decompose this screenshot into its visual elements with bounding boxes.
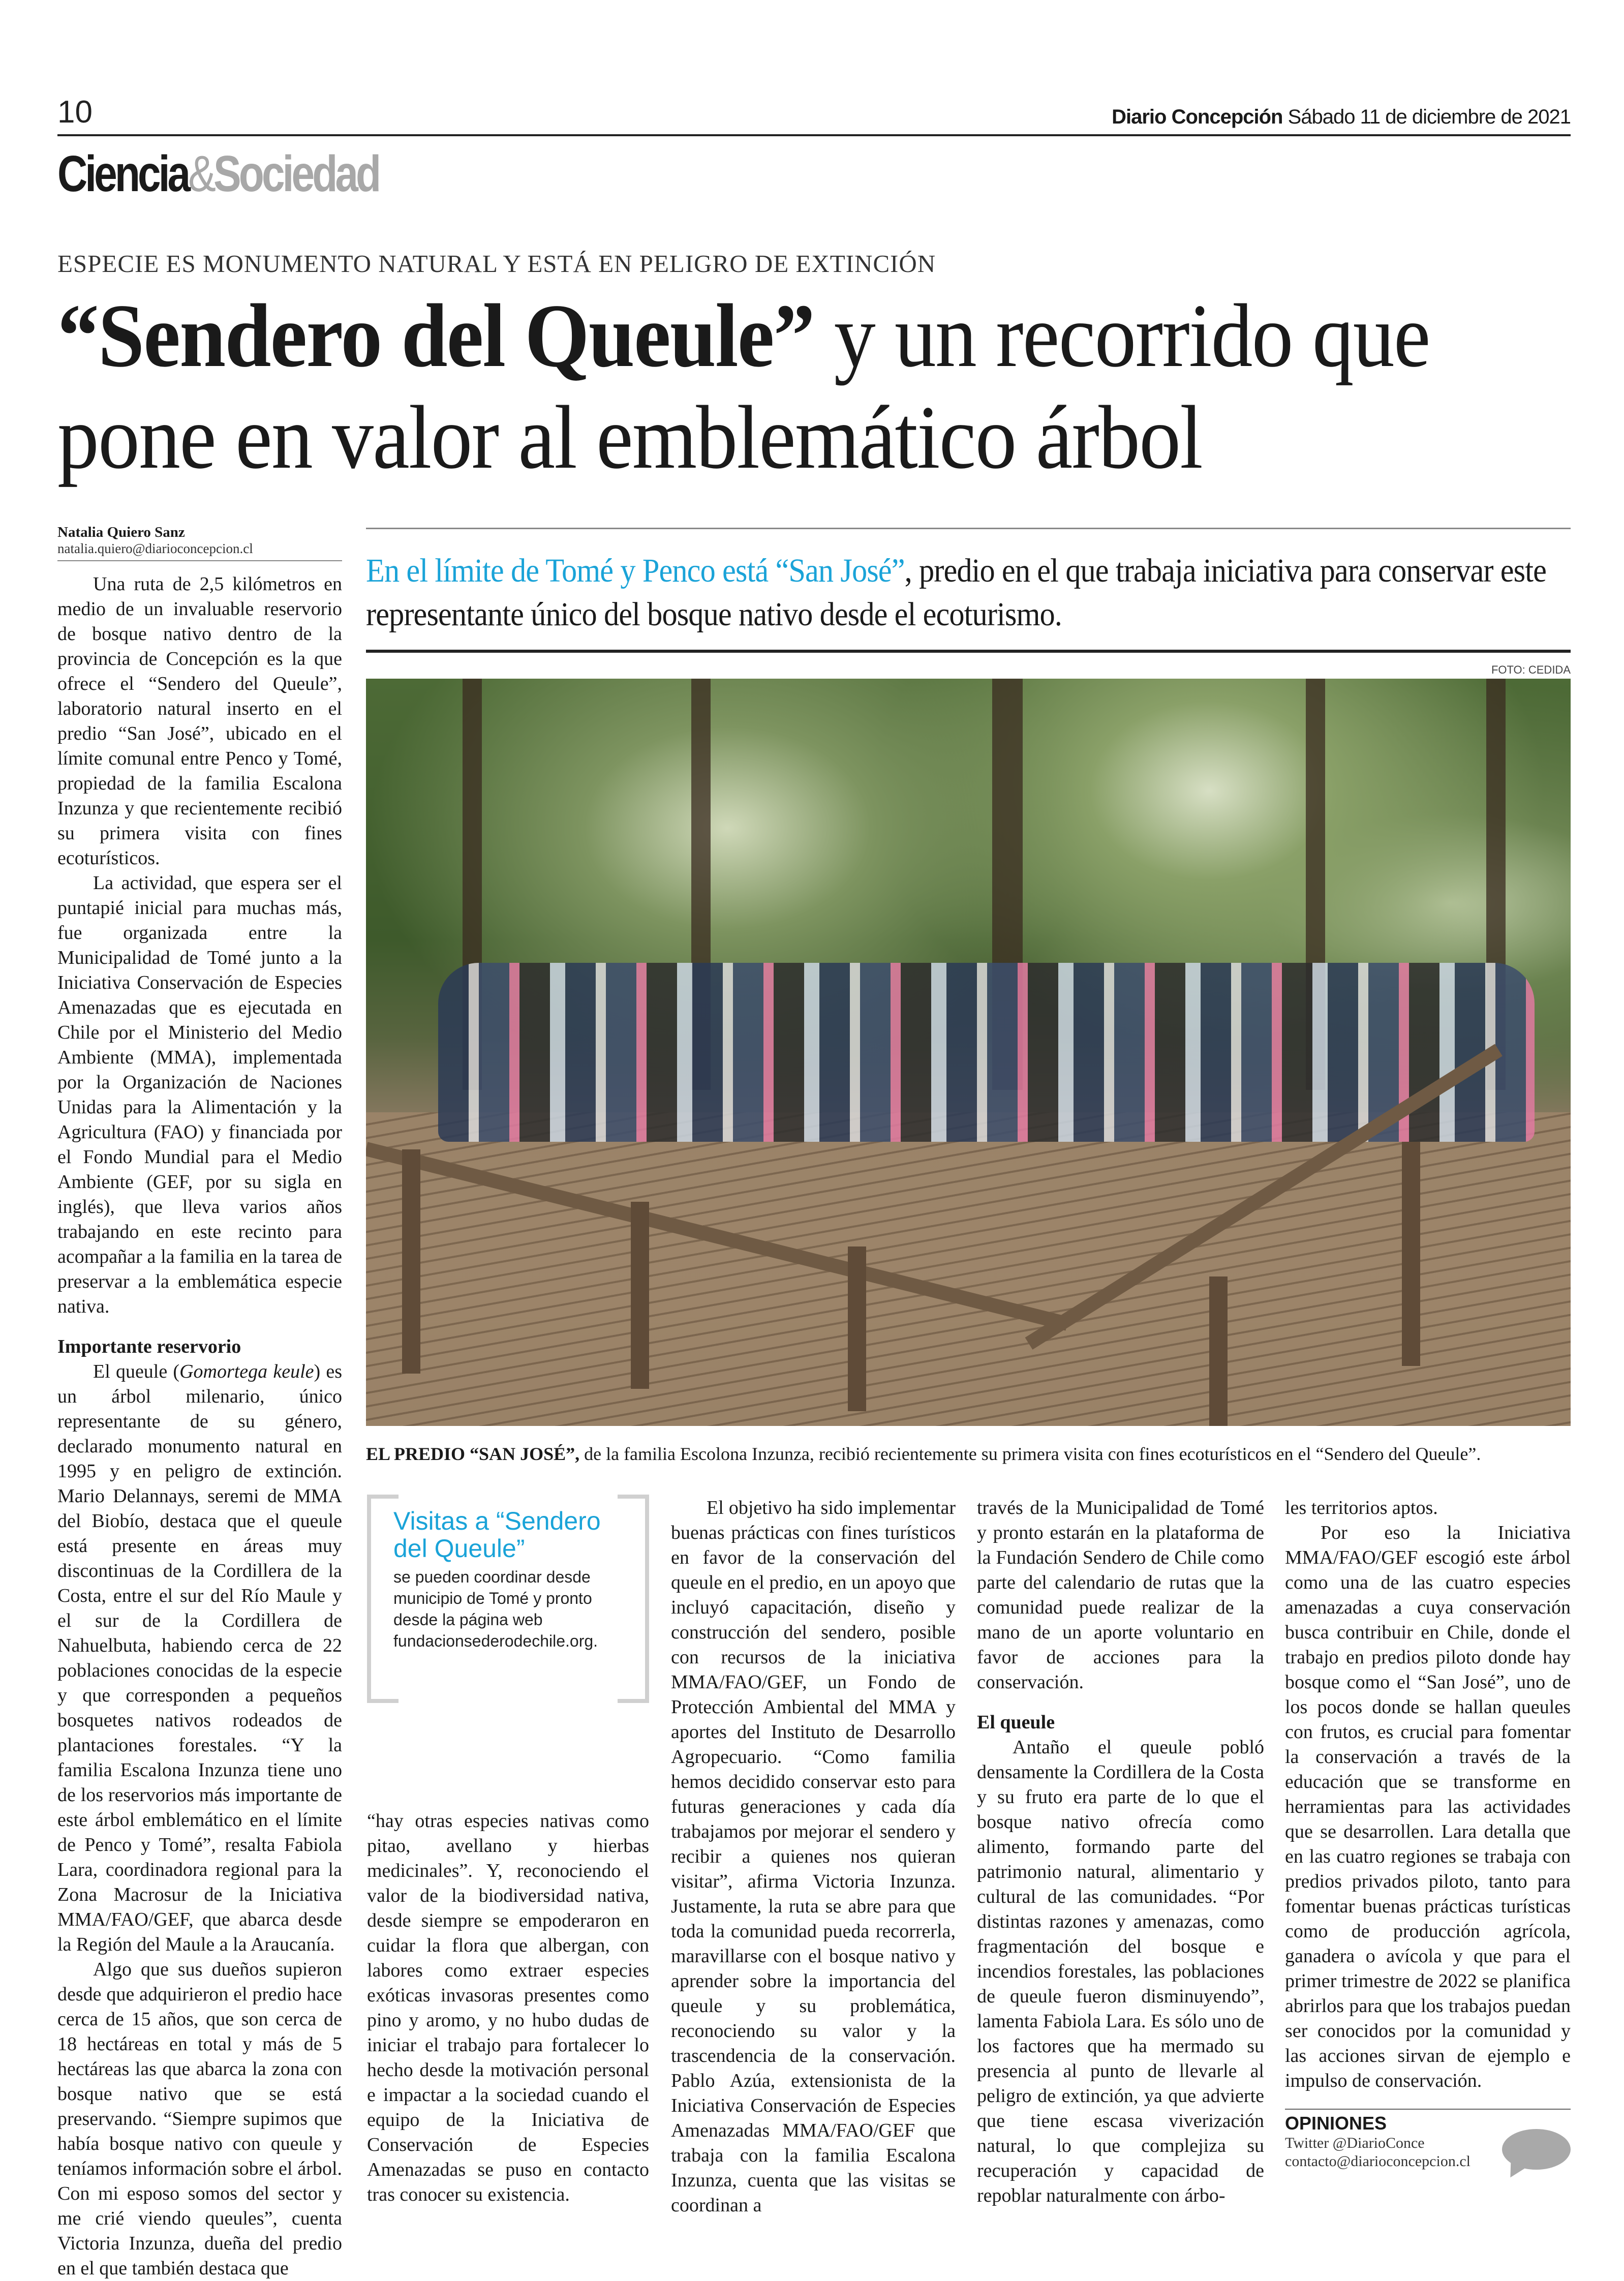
kicker: ESPECIE ES MONUMENTO NATURAL Y ESTÁ EN PELIGRO DE EXTINCIÓN bbox=[57, 250, 936, 278]
paragraph: Una ruta de 2,5 kilómetros en medio de un invaluable reservorio de bosque nativo dentro de la provincia de Concepción es la que ofrece el “Sendero del Queule”, laboratorio natural inserto en el predio “San José”, ubicado en el límite comunal entre Penco y Tomé, propiedad de la familia Escalona Inzunza y que recientemente recibió su primera visita con fines ecoturísticos. bbox=[57, 573, 342, 869]
column-3 bbox=[671, 1496, 956, 2218]
subhead: El queule bbox=[977, 1712, 1055, 1733]
paragraph bbox=[57, 1359, 342, 1957]
caption-lead: EL PREDIO “SAN JOSÉ”, bbox=[366, 1444, 580, 1464]
section-title-b: Sociedad bbox=[213, 145, 379, 202]
column-4 bbox=[977, 1496, 1264, 2208]
byline bbox=[57, 524, 342, 561]
column-5 bbox=[1285, 1496, 1571, 2171]
headline-bold: “Sendero del Queule” bbox=[57, 285, 814, 386]
paragraph: través de la Municipalidad de Tomé y pronto estarán en la plataforma de la Fundación Sendero de Chile como parte del calendario de rutas que la comunidad puede realizar de la mano de un aporte voluntario en favor de acciones para la conservación. bbox=[977, 1497, 1264, 1693]
deck-rule-bottom bbox=[366, 650, 1571, 653]
column-1 bbox=[57, 572, 342, 2281]
paragraph: El objetivo ha sido implementar buenas prácticas con fines turísticos en favor de la conservación del queule en el predio, en un apoyo que incluyó capacitación, diseño y construcción del sendero, posible con recursos de la iniciativa MMA/FAO/GEF, un Fondo de Protección Ambiental del MMA y aportes del Instituto de Desarrollo Agropecuario. “Como familia hemos decidido conservar esto para futuras generaciones y cada día trabajamos por mejorar el sendero y recibir a quienes nos quieran visitar”, afirma Victoria Inzunza. Justamente, la ruta se abre para que toda la comunidad pueda recorrerla, maravillarse con el bosque nativo y aprender sobre la importancia del queule y su problemática, reconociendo su valor y la trascendencia de la conservación. Pablo Azúa, extensionista de la Iniciativa Conservación de Especies Amenazadas MMA/FAO/GEF que trabaja con la familia Escalona Inzunza, cuenta que las visitas se coordinan a bbox=[671, 1497, 956, 2216]
headline-rest: y un recorrido que pone en valor al emblemático árbol bbox=[57, 285, 1430, 488]
author-email[interactable]: natalia.quiero@diarioconcepcion.cl bbox=[57, 541, 253, 556]
photo-caption bbox=[366, 1443, 1576, 1465]
opinions-rule bbox=[1285, 2109, 1571, 2110]
text: ) es un árbol milenario, único representante de su género, declarado monumento natural en 1995 y en peligro de extinción. Mario Delannays, seremi de MMA del Biobío, destaca que el queule está presente en áreas muy discontinuas de la Cordillera de la Costa, entre el sur del Río Maule y el sur de la Cordillera de Nahuelbuta, habiendo cerca de 22 poblaciones conocidas de la especie y que corresponden a pequeños bosquetes nativos rodeados de plantaciones forestales. “Y la familia Escalona Inzunza tiene uno de los reservorios más importante de este árbol emblemático en el límite de Penco y Tomé”, resalta Fabiola Lara, coordinadora regional para la Zona Macrosur de la Iniciativa MMA/FAO/GEF, que abarca desde la Región del Maule a la Araucanía. bbox=[57, 1361, 342, 1955]
visitor-group bbox=[438, 963, 1535, 1142]
info-box-body: se pueden coordinar desde municipio de Tomé y pronto desde la página web fundacionsederodechile.org. bbox=[393, 1568, 598, 1650]
deck-highlight: En el límite de Tomé y Penco está “San José” bbox=[366, 552, 905, 589]
section-title bbox=[57, 145, 379, 203]
issue-date: Sábado 11 de diciembre de 2021 bbox=[1288, 106, 1571, 128]
paragraph: Antaño el queule pobló densamente la Cordillera de la Costa y su fruto era parte de lo que el bosque nativo ofrecía como alimento, formando parte del patrimonio natural, alimentario y cultural de las comunidades. “Por distintas razones y amenazas, como fragmentación del bosque e incendios forestales, las poblaciones de queule fueron disminuyendo”, lamenta Fabiola Lara. Es sólo uno de los factores que ha mermado su presencia al punto de llevarle al peligro de extinción, ya que advierte que tiene escasa viverización natural, lo que complejiza su recuperación y capacidad de repoblar naturalmente con árbo- bbox=[977, 1737, 1264, 2206]
opinions-twitter[interactable]: Twitter @DiarioConce bbox=[1285, 2135, 1425, 2151]
deck-rest: , predio en el que trabaja iniciativa para conservar este representante único del bosque nativo desde el ecoturismo. bbox=[366, 552, 1546, 633]
paragraph: La actividad, que espera ser el puntapié inicial para muchas más, fue organizada entre la Municipalidad de Tomé junto a la Iniciativa Conservación de Especies Amenazadas que es ejecutada en Chile por el Ministerio del Medio Ambiente (MMA), implementada por la Organización de Naciones Unidas para la Alimentación y la Agricultura (FAO) y financiada por el Fondo Mundial para el Medio Ambiente (GEF, por su sigla en inglés), que lleva varios años trabajando en este recinto para acompañar a la familia en la tarea de preservar a la emblemática especie nativa. bbox=[57, 872, 342, 1317]
header-rule bbox=[57, 134, 1571, 136]
column-2 bbox=[367, 1809, 649, 2207]
publication-name: Diario Concepción bbox=[1112, 106, 1283, 128]
info-box-title: Visitas a “Sendero del Queule” bbox=[393, 1507, 601, 1563]
speech-bubble-icon bbox=[1502, 2129, 1571, 2170]
page-number: 10 bbox=[57, 95, 93, 130]
opinions-title: OPINIONES bbox=[1285, 2113, 1387, 2134]
paragraph: les territorios aptos. bbox=[1285, 1497, 1438, 1518]
species-name: Gomortega keule bbox=[179, 1361, 314, 1382]
author-name: Natalia Quiero Sanz bbox=[57, 524, 185, 540]
deck-rule-top bbox=[366, 528, 1571, 529]
subhead: Importante reservorio bbox=[57, 1336, 241, 1357]
deck bbox=[366, 549, 1575, 636]
byline-rule bbox=[57, 560, 342, 561]
section-title-amp: & bbox=[188, 145, 214, 202]
opinions-email[interactable]: contacto@diarioconcepcion.cl bbox=[1285, 2153, 1470, 2170]
article-photo bbox=[366, 679, 1571, 1426]
photo-credit: FOTO: CEDIDA bbox=[1491, 663, 1571, 676]
opinions-box bbox=[1285, 2109, 1571, 2171]
paragraph: “hay otras especies nativas como pitao, avellano y hierbas medicinales”. Y, reconociendo el valor de la biodiversidad nativa, desde siempre se empoderaron en cuidar la flora que albergan, con labores como extraer especies exóticas invasoras presentes como pino y aromo, y no hubo dudas de iniciar el trabajo para fortalecer lo hecho desde la motivación personal e impactar a la sociedad cuando el equipo de la Iniciativa de Conservación de Especies Amenazadas se puso en contacto tras conocer su existencia. bbox=[367, 1810, 649, 2205]
section-title-a: Ciencia bbox=[57, 145, 189, 202]
caption-text: de la familia Escolona Inzunza, recibió recientemente su primera visita con fines ecoturísticos en el “Sendero del Queule”. bbox=[579, 1444, 1481, 1464]
masthead bbox=[1112, 106, 1571, 129]
paragraph: Por eso la Iniciativa MMA/FAO/GEF escogió este árbol como una de las cuatro especies amenazadas a cuya conservación busca contribuir en Chile, donde el trabajo en predios piloto donde hay bosque como el “San José”, uno de los pocos donde se hallan queules con frutos, es crucial para fomentar la conservación a través de la educación que se transforme en herramientas para las actividades que se desarrollen. Lara detalla que en las cuatro regiones se trabaja con predios privados piloto, tanto para fomentar buenas prácticas turísticas como de producción agrícola, ganadera o avícola y que para el primer trimestre de 2022 se planifica abrirlos para que los trabajos puedan ser conocidos por la comunidad y las acciones sirvan de ejemplo e impulso de conservación. bbox=[1285, 1522, 1571, 2091]
paragraph: Algo que sus dueños supieron desde que adquirieron el predio hace cerca de 15 años, que son cerca de 18 hectáreas en total y más de 5 hectáreas las que abarca la zona con bosque nativo que se está preservando. “Siempre supimos que había bosque nativo con queule y teníamos información sobre el árbol. Con mi esposo somos del sector y me crié viendo queules”, cuenta Victoria Inzunza, dueña del predio en el que también destaca que bbox=[57, 1959, 342, 2279]
info-box bbox=[367, 1495, 649, 1703]
text: El queule ( bbox=[93, 1361, 180, 1382]
headline bbox=[57, 285, 1568, 488]
